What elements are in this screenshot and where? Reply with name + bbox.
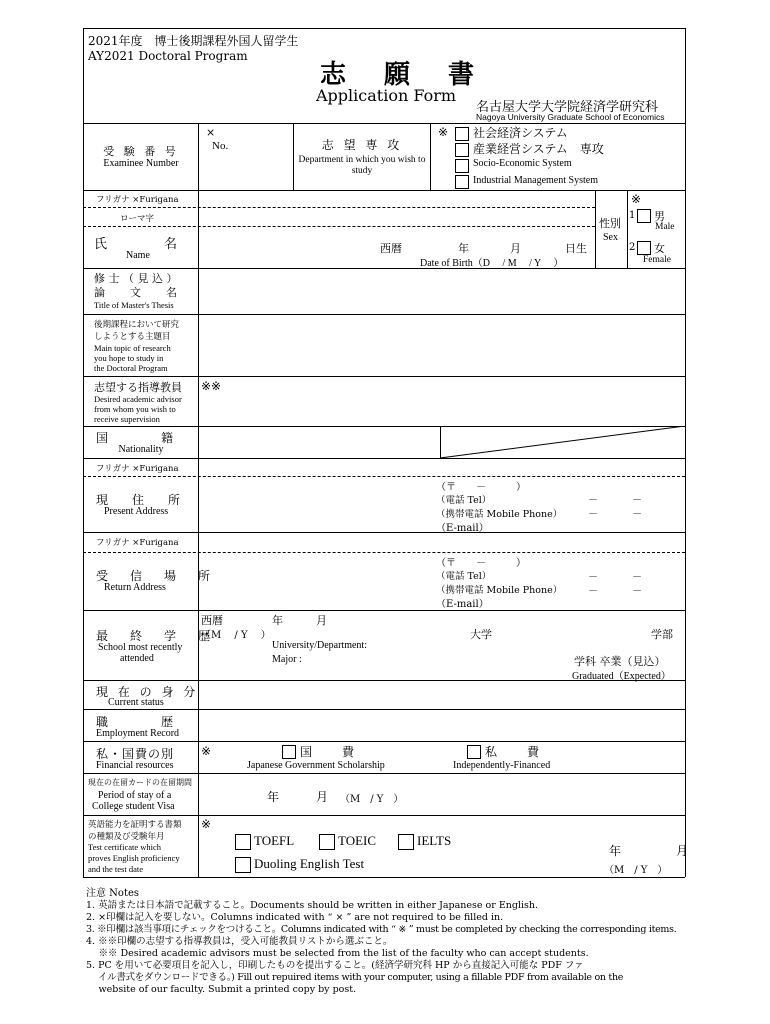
self-financed-label-en: Independently-Financed [453, 760, 551, 771]
self-financed-checkbox[interactable] [467, 745, 481, 759]
toeic-label: TOEIC [338, 833, 377, 848]
major-label-en: Major : [272, 654, 302, 665]
major-checkbox[interactable] [455, 127, 469, 141]
return-email: （E-mail） [436, 599, 489, 610]
romaji-label: ローマ字 [120, 214, 155, 224]
english-label-en: Test certificate which [88, 842, 162, 852]
university-label-en: University/Department: [272, 640, 367, 651]
return-postal: （〒 － ） [436, 558, 526, 569]
rule [83, 773, 685, 774]
government-label: 国 費 [300, 745, 357, 759]
thesis-label: 修 士 （ 見 込 ） [94, 272, 178, 285]
school-month-label: 月 [316, 614, 327, 627]
topic-label-en: you hope to study in [94, 353, 164, 363]
rule [83, 207, 595, 208]
major-option: 社会経済システム [473, 126, 568, 140]
major-option: Socio-Economic System [473, 158, 572, 169]
university-field[interactable] [370, 622, 465, 638]
examinee-number-field[interactable] [240, 128, 290, 186]
address-email: （E-mail） [436, 523, 489, 534]
employment-label: 職 歴 [96, 715, 175, 729]
thesis-label-en: Title of Master's Thesis [94, 300, 174, 310]
stay-label: 現在の在留カードの在留期間 [88, 778, 192, 787]
note-item: 2. ×印欄は記入を要しない。Columns indicated with “ × ” are not required to be filled in. [86, 912, 504, 923]
present-address-field[interactable] [200, 478, 430, 530]
research-topic-field[interactable] [200, 316, 683, 374]
dash: － [632, 509, 642, 520]
rule [83, 314, 685, 315]
financial-label-en: Financial resources [96, 760, 174, 771]
government-scholarship-checkbox[interactable] [282, 745, 296, 759]
return-furigana-field[interactable] [200, 534, 683, 550]
rule [83, 123, 685, 124]
dob-day-label: 日生 [565, 242, 587, 255]
address-mobile: （携帯電話 Mobile Phone） [436, 509, 563, 520]
dash: － [632, 586, 642, 597]
dash: － [588, 572, 598, 583]
address-tel: （電話 Tel） [436, 495, 492, 506]
toefl-checkbox[interactable] [235, 834, 251, 850]
stay-my: （M / Y ） [340, 794, 404, 805]
nationality-field[interactable] [200, 428, 438, 456]
current-status-label: 現 在 の 身 分 [96, 685, 199, 699]
dash: － [588, 509, 598, 520]
romaji-field[interactable] [200, 209, 593, 225]
dob-month-label: 月 [510, 242, 521, 255]
address-furigana-field[interactable] [200, 460, 683, 475]
notes-title: 注意 Notes [86, 888, 140, 899]
duolingo-checkbox[interactable] [235, 857, 251, 873]
rule [83, 476, 685, 477]
major-checkbox[interactable] [455, 175, 469, 189]
female-number: 2 [629, 242, 636, 253]
name-label-en: Name [126, 250, 150, 261]
current-status-field[interactable] [200, 682, 683, 707]
female-checkbox[interactable] [637, 241, 651, 255]
dash: － [632, 495, 642, 506]
nationality-label-en: Nationality [118, 444, 164, 455]
school-name-en: Nagoya University Graduate School of Economics [476, 112, 665, 122]
dash: － [588, 495, 598, 506]
stay-label-en: Period of stay of a [98, 790, 172, 801]
furigana-field[interactable] [200, 191, 593, 206]
rule [83, 376, 685, 377]
examinee-number-label-en: Examinee Number [103, 158, 179, 169]
sex-label-en: Sex [603, 232, 618, 243]
sex-mark: ※ [631, 192, 642, 206]
thesis-title-field[interactable] [200, 270, 683, 312]
english-mark: ※ [201, 817, 212, 831]
rule [83, 552, 685, 553]
major-option: 産業経営システム 専攻 [473, 142, 604, 156]
topic-label-en: the Doctoral Program [94, 363, 168, 373]
stay-month-label: 月 [316, 790, 329, 804]
school-my: （M / Y ） [201, 630, 271, 641]
school-label: 最 終 学 歴 [96, 629, 216, 643]
rule [198, 123, 199, 877]
graduated-label-en: Graduated（Expected） [572, 671, 671, 682]
rule [83, 532, 685, 533]
return-address-label: 受 信 場 所 [96, 569, 216, 583]
dob-year-label: 年 [458, 242, 469, 255]
male-label-en: Male [655, 222, 675, 232]
present-address-label-en: Present Address [104, 506, 169, 517]
rule [83, 458, 685, 459]
nationality-diagonal [440, 426, 685, 458]
female-label: 女 [654, 242, 665, 255]
major-mark: ※ [438, 125, 449, 139]
school-seireki: 西暦 [201, 614, 223, 627]
rule [83, 877, 685, 878]
test-month-field[interactable] [628, 842, 673, 858]
toeic-checkbox[interactable] [319, 834, 335, 850]
ielts-checkbox[interactable] [398, 834, 414, 850]
topic-label: しようとする主題目 [94, 332, 171, 342]
rule [83, 709, 685, 710]
major-checkbox[interactable] [455, 159, 469, 173]
english-label: の種類及び受験年月 [88, 832, 165, 842]
stay-month-field[interactable] [283, 788, 313, 804]
school-year-label: 年 [272, 614, 283, 627]
name-field[interactable] [200, 228, 370, 266]
year-title-en: AY2021 Doctoral Program [88, 49, 248, 63]
gakka-label: 学科 卒業（見込） [574, 655, 666, 668]
ielts-label: IELTS [417, 833, 452, 848]
male-checkbox[interactable] [637, 209, 651, 223]
school-name: 名古屋大学大学院経済学研究科 [476, 100, 659, 115]
note-item: 1. 英語または日本語で記載すること。Documents should be written in either Japanese or English. [86, 900, 539, 911]
financial-mark: ※ [201, 744, 212, 758]
furigana-label: フリガナ ×Furigana [96, 195, 179, 205]
cross-mark: × [206, 126, 216, 139]
topic-label-en: Main topic of research [94, 343, 171, 353]
rule [83, 226, 595, 227]
note-item: 3. ※印欄は該当事項にチェックをつけること。Columns indicated with “ ※ ” must be completed by checking the corresponding items. [86, 924, 677, 935]
note-item: 4. ※※印欄の志望する指導教員は，受入可能教員リストから選ぶこと。 [86, 936, 393, 947]
advisor-label: 志望する指導教員 [94, 381, 182, 394]
male-number: 1 [629, 210, 636, 221]
advisor-field[interactable] [232, 378, 683, 424]
gakubu-label: 学部 [651, 628, 673, 641]
employment-label-en: Employment Record [96, 728, 180, 739]
return-address-label-en: Return Address [104, 582, 166, 593]
year-title: 2021年度 博士後期課程外国人留学生 [88, 34, 299, 48]
return-furigana-label: フリガナ ×Furigana [96, 538, 179, 548]
test-year-field[interactable] [560, 842, 604, 858]
rule [430, 123, 431, 190]
note-item: ※※ Desired academic advisors must be selected from the list of the faculty who can accept students. [86, 948, 589, 959]
male-label: 男 [654, 210, 665, 223]
test-year-label: 年 [609, 844, 622, 858]
frame-right [685, 28, 686, 877]
rule [595, 190, 596, 268]
toefl-label: TOEFL [254, 833, 295, 848]
form-title: 志 願 書 [320, 60, 481, 90]
employment-record-field[interactable] [200, 711, 683, 739]
topic-label: 後期課程において研究 [94, 320, 180, 330]
form-title-en: Application Form [316, 86, 457, 105]
name-label: 氏 名 [94, 237, 179, 252]
english-label: 英語能力を証明する書類 [88, 820, 182, 830]
major-label-en: Department in which you wish to study [298, 155, 426, 176]
rule [83, 741, 685, 742]
sex-label: 性別 [599, 217, 621, 230]
dash: － [632, 572, 642, 583]
faculty-field[interactable] [500, 622, 645, 638]
advisor-label-en: from whom you wish to [94, 404, 176, 414]
rule [83, 610, 685, 611]
stay-year-label: 年 [267, 790, 280, 804]
return-tel: （電話 Tel） [436, 571, 492, 582]
nationality-label: 国 籍 [96, 431, 175, 445]
english-label-en: and the test date [88, 864, 143, 874]
school-label-en: School most recently [98, 642, 183, 653]
thesis-label: 論 文 名 [94, 286, 178, 299]
major-option: Industrial Management System [473, 175, 598, 186]
return-mobile: （携帯電話 Mobile Phone） [436, 585, 563, 596]
advisor-label-en: Desired academic advisor [94, 394, 182, 404]
note-item: イル書式をダウンロードできる。) Fill out repuired items with your computer, using a fillable PDF from available on the [86, 972, 624, 983]
frame-top [83, 28, 685, 29]
return-address-field[interactable] [200, 554, 430, 608]
note-item: website of our faculty. Submit a printed copy by post. [86, 984, 357, 995]
dob-label-en: Date of Birth（D / M / Y ） [420, 258, 564, 269]
examinee-number-label: 受 験 番 号 [103, 145, 179, 158]
rule [83, 268, 685, 269]
rule [627, 190, 628, 268]
stay-label-en: College student Visa [92, 801, 175, 812]
test-month-label: 月 [676, 844, 689, 858]
government-label-en: Japanese Government Scholarship [247, 760, 385, 771]
female-label-en: Female [643, 255, 671, 265]
advisor-mark: ※※ [201, 379, 222, 393]
english-label-en: proves English proficiency [88, 853, 180, 863]
dash: － [588, 586, 598, 597]
daigaku-label: 大学 [470, 628, 492, 641]
rule [83, 815, 685, 816]
self-financed-label: 私 費 [485, 745, 542, 759]
financial-label: 私・国費の別 [96, 747, 175, 761]
current-status-label-en: Current status [108, 697, 164, 708]
advisor-label-en: receive supervision [94, 414, 160, 424]
school-label-en: attended [120, 653, 154, 664]
note-item: 5. PC を用いて必要項目を記入し，印刷したものを提出すること。(経済学研究科 HP から直接記入可能な PDF ファ [86, 960, 584, 971]
major-label: 志 望 専 攻 [321, 138, 403, 152]
dob-seireki: 西暦 [380, 242, 402, 255]
test-my: （M / Y ） [604, 865, 668, 876]
no-label: No. [212, 140, 229, 152]
major-checkbox[interactable] [455, 143, 469, 157]
address-postal: （〒 － ） [436, 482, 526, 493]
present-address-label: 現 住 所 [96, 493, 187, 507]
department-field[interactable] [320, 652, 568, 668]
stay-year-field[interactable] [210, 788, 262, 804]
duolingo-label: Duoling English Test [254, 856, 365, 871]
address-furigana-label: フリガナ ×Furigana [96, 464, 179, 474]
